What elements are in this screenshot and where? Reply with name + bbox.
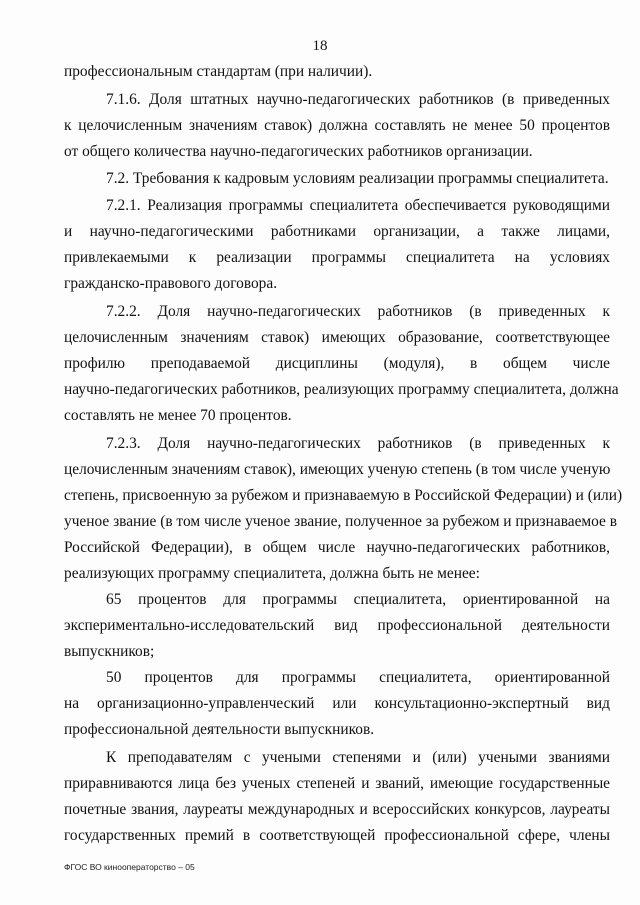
text-line: профессиональным стандартам (при наличии). <box>64 63 373 80</box>
text-line: научно-педагогических работников, реализующих программу специалитета, должна <box>64 381 619 398</box>
text-line: выпускников; <box>64 643 155 660</box>
text-line: целочисленным значениям ставок) имеющих образование, соответствующее <box>64 329 610 346</box>
text-line: профилю преподаваемой дисциплины (модуля), в общем числе <box>64 355 610 372</box>
text-line: 50 процентов для программы специалитета, ориентированной <box>106 669 610 686</box>
text-line: к целочисленным значениям ставок) должна составлять не менее 50 процентов <box>64 117 610 134</box>
text-line: степень, присвоенную за рубежом и признаваемую в Российской Федерации) и (или) <box>64 487 623 504</box>
text-line: государственных премий в соответствующей профессиональной сфере, члены <box>64 827 610 844</box>
text-line: К преподавателям с учеными степенями и (или) учеными званиями <box>106 749 610 766</box>
text-line: 7.1.6. Доля штатных научно-педагогических работников (в приведенных <box>106 91 610 108</box>
text-line: реализующих программу специалитета, должна быть не менее: <box>64 565 480 582</box>
text-line: гражданско-правового договора. <box>64 275 278 292</box>
text-line: целочисленным значениям ставок), имеющих ученую степень (в том числе ученую <box>64 461 611 478</box>
text-line: приравниваются лица без ученых степеней и званий, имеющие государственные <box>64 775 610 792</box>
page-number: 18 <box>312 38 328 54</box>
text-line: экспериментально-исследовательский вид профессиональной деятельности <box>64 617 610 634</box>
text-line: ученое звание (в том числе ученое звание, полученное за рубежом и признаваемое в <box>64 513 617 530</box>
text-line: Российской Федерации), в общем числе научно-педагогических работников, <box>64 539 610 556</box>
text-line: привлекаемыми к реализации программы специалитета на условиях <box>64 249 610 266</box>
text-line: от общего количества научно-педагогических работников организации. <box>64 143 533 160</box>
text-line: 7.2.1. Реализация программы специалитета обеспечивается руководящими <box>106 197 610 214</box>
text-line: 7.2.3. Доля научно-педагогических работников (в приведенных к <box>106 435 610 452</box>
text-line: профессиональной деятельности выпускников. <box>64 721 375 738</box>
page-footer: ФГОС ВО кинооператорство – 05 <box>64 862 195 872</box>
text-line: 7.2. Требования к кадровым условиям реализации программы специалитета. <box>106 170 609 187</box>
text-line: составлять не менее 70 процентов. <box>64 407 292 424</box>
text-line: почетные звания, лауреаты международных и всероссийских конкурсов, лауреаты <box>64 801 610 818</box>
text-line: 7.2.2. Доля научно-педагогических работников (в приведенных к <box>106 303 610 320</box>
text-line: на организационно-управленческий или консультационно-экспертный вид <box>64 695 610 712</box>
text-line: и научно-педагогическими работниками организации, а также лицами, <box>64 223 610 240</box>
text-line: 65 процентов для программы специалитета, ориентированной на <box>106 591 610 608</box>
